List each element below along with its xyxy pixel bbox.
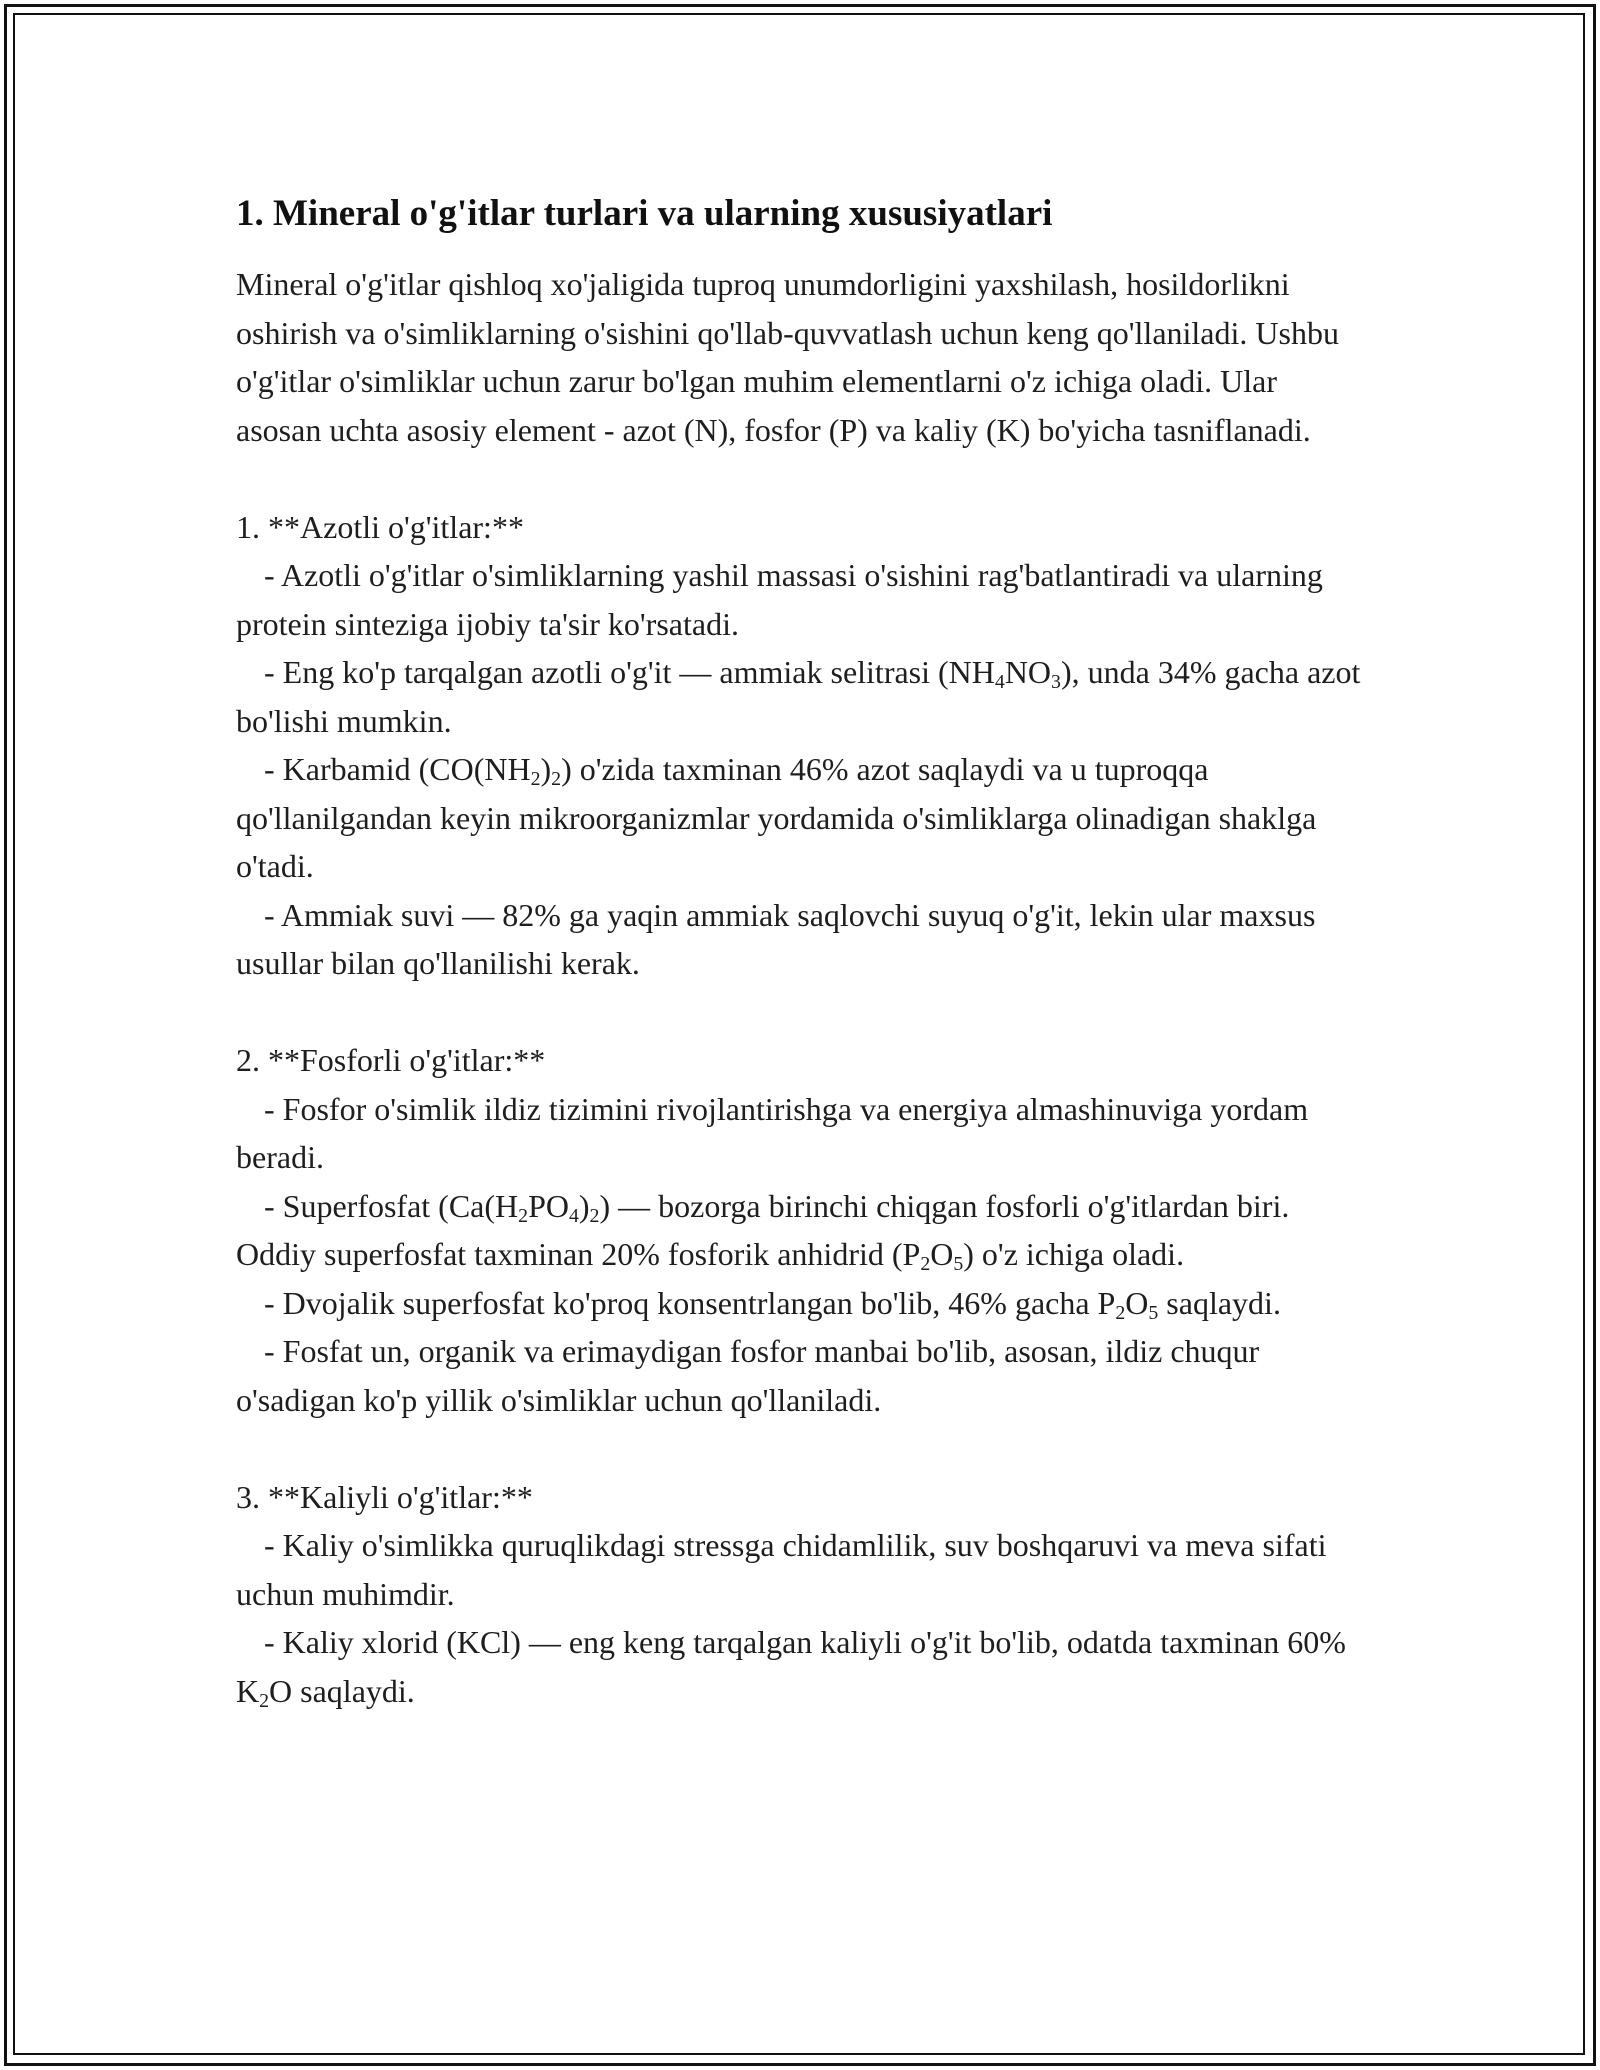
spacer <box>236 454 1366 503</box>
document-title: 1. Mineral o'g'itlar turlari va ularning xususiyatlari <box>236 193 1053 234</box>
spacer <box>236 988 1366 1037</box>
list-item: - Azotli o'g'itlar o'simliklarning yashil massasi o'sishini rag'batlantiradi va ularning protein sinteziga ijobiy ta'sir ko'rsatadi. <box>236 557 1323 642</box>
section-phosphorus <box>236 1036 1366 1424</box>
section-nitrogen <box>236 503 1366 988</box>
section-potassium <box>236 1473 1366 1716</box>
list-item: - Karbamid $(CO(NH_2)_2)$ o'zida taxminan 46% azot saqlaydi va u tuproqqa qo'llanilgandan keyin mikroorganizmlar yordamida o'simliklarga olinadigan shaklga o'tadi. <box>236 751 1317 884</box>
document-body <box>236 186 1366 1715</box>
spacer <box>236 1424 1366 1473</box>
section-heading: 2. **Fosforli o'g'itlar:** <box>236 1042 546 1078</box>
section-heading: 3. **Kaliyli o'g'itlar:** <box>236 1478 533 1515</box>
list-item: - Fosfat un, organik va erimaydigan fosfor manbai bo'lib, asosan, ildiz chuqur o'sadigan ko'p yillik o'simliklar uchun qo'llaniladi. <box>236 1333 1260 1418</box>
section-heading: 1. **Azotli o'g'itlar:** <box>236 508 524 545</box>
list-item: - Dvojalik superfosfat ko'proq konsentrlangan bo'lib, 46% gacha $P_2O_5$ saqlaydi. <box>264 1284 1281 1324</box>
list-item: - Kaliy xlorid (KCl) — eng keng tarqalgan kaliyli o'g'it bo'lib, odatda taxminan 60% $K_2O$ saqlaydi. <box>236 1624 1346 1712</box>
list-item: - Ammiak suvi — 82% ga yaqin ammiak saqlovchi suyuq o'g'it, lekin ular maxsus usullar bilan qo'llanilishi kerak. <box>236 896 1316 981</box>
list-item: - Fosfor o'simlik ildiz tizimini rivojlantirishga va energiya almashinuviga yordam beradi. <box>236 1090 1309 1175</box>
list-item: - Superfosfat $(Ca(H_2PO_4)_2)$ — bozorga birinchi chiqgan fosforli o'g'itlardan biri. Oddiy superfosfat taxminan 20% fosforik anhidrid $(P_2O_5)$ o'z ichiga oladi. <box>236 1187 1290 1275</box>
intro-paragraph: Mineral o'g'itlar qishloq xo'jaligida tuproq unumdorligini yaxshilash, hosildorlikni oshirish va o'simliklarning o'sishini qo'llab-quvvatlash uchun keng qo'llaniladi. Ushbu o'g'itlar o'simliklar uchun zarur bo'lgan muhim elementlarni o'z ichiga oladi. Ular asosan uchta asosiy element - azot (N), fosfor (P) va kaliy (K) bo'yicha tasniflanadi. <box>236 266 1339 448</box>
list-item: - Eng ko'p tarqalgan azotli o'g'it — ammiak selitrasi $(NH_4NO_3)$, unda 34% gacha azot bo'lishi mumkin. <box>236 654 1361 739</box>
list-item: - Kaliy o'simlikka quruqlikdagi stressga chidamlilik, suv boshqaruvi va meva sifati uchun muhimdir. <box>236 1527 1327 1612</box>
